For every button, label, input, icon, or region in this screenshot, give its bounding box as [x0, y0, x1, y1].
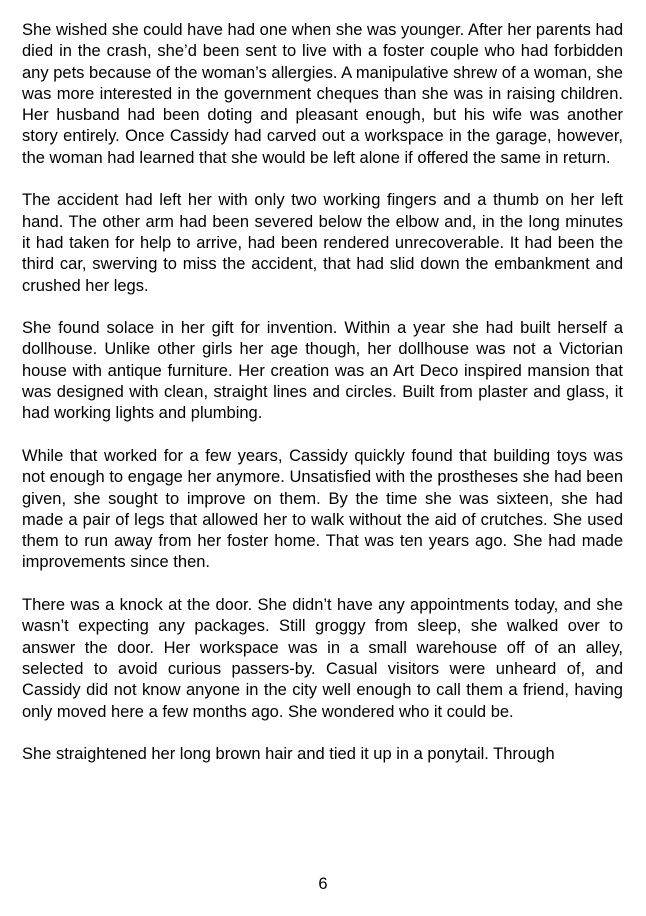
paragraph-5: There was a knock at the door. She didn’t have any appointments today, and she wasn’t expecting any packages. Still groggy from sleep, she walked over to answer the door. Her workspace was in a small warehouse off of an alley, selected to avoid curious passers-by. Casual visitors were unheard of, and Cassidy did not know anyone in the city well enough to call them a friend, having only moved here a few months ago. She wondered who it could be.: [22, 596, 623, 721]
paragraph-1: She wished she could have had one when she was younger. After her parents had died in the crash, she’d been sent to live with a foster couple who had forbidden any pets because of the woman’s allergies. A manipulative shrew of a woman, she was more interested in the government cheques than she was in raising children. Her husband had been doting and pleasant enough, but his wife was another story entirely. Once Cassidy had carved out a workspace in the garage, however, the woman had learned that she would be left alone if offered the same in return.: [22, 21, 623, 167]
paragraph-3: She found solace in her gift for invention. Within a year she had built herself a dollhouse. Unlike other girls her age though, her dollhouse was not a Victorian house with antique furniture. Her creation was an Art Deco inspired mansion that was designed with clean, straight lines and circles. Built from plaster and glass, it had working lights and plumbing.: [22, 319, 623, 423]
paragraph-2: The accident had left her with only two working fingers and a thumb on her left hand. The other arm had been severed below the elbow and, in the long minutes it had taken for help to arrive, had been rendered unrecoverable. It had been the third car, swerving to miss the accident, that had slid down the embankment and crushed her legs.: [22, 191, 623, 295]
page-number: 6: [318, 875, 328, 893]
paragraph-6: She straightened her long brown hair and tied it up in a ponytail. Through: [22, 745, 555, 764]
document-page: [22, 20, 623, 787]
paragraph-4: While that worked for a few years, Cassidy quickly found that building toys was not enough to engage her anymore. Unsatisfied with the prostheses she had been given, she sought to improve on them. By the time she was sixteen, she had made a pair of legs that allowed her to walk without the aid of crutches. She used them to run away from her foster home. That was ten years ago. She had made improvements since then.: [22, 446, 623, 572]
